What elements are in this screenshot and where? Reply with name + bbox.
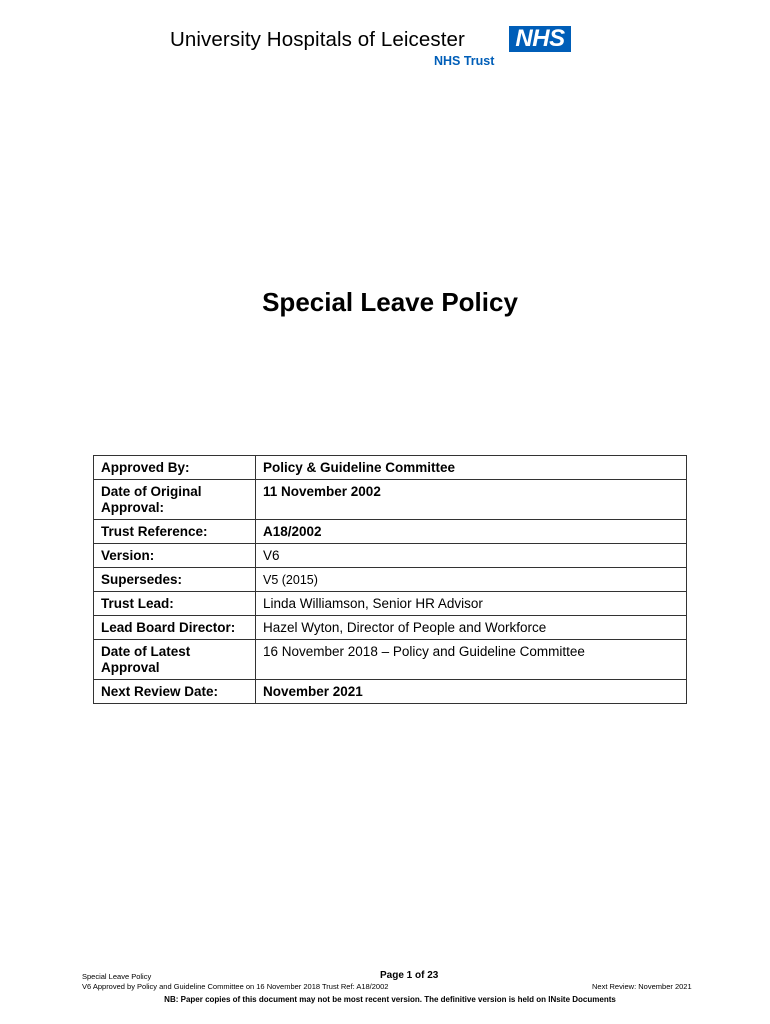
table-row xyxy=(94,680,687,704)
footer-page-number: Page 1 of 23 xyxy=(380,970,439,981)
table-row xyxy=(94,568,687,592)
row-value: Linda Williamson, Senior HR Advisor xyxy=(256,592,687,616)
row-value: V5 (2015) xyxy=(256,568,687,592)
footer-note: NB: Paper copies of this document may not be most recent version. The definitive version is held on INsite Documents xyxy=(164,995,616,1004)
row-label: Date of Latest Approval xyxy=(94,640,256,680)
row-value: Hazel Wyton, Director of People and Workforce xyxy=(256,616,687,640)
row-label: Supersedes: xyxy=(94,568,256,592)
row-value: A18/2002 xyxy=(256,520,687,544)
row-label: Trust Lead: xyxy=(94,592,256,616)
table-row xyxy=(94,616,687,640)
table-row xyxy=(94,520,687,544)
nhs-logo: NHS xyxy=(509,26,571,52)
row-label: Lead Board Director: xyxy=(94,616,256,640)
document-title: Special Leave Policy xyxy=(262,287,518,317)
row-value: November 2021 xyxy=(256,680,687,704)
row-label: Trust Reference: xyxy=(94,520,256,544)
table-row xyxy=(94,544,687,568)
row-label: Approved By: xyxy=(94,456,256,480)
row-value: Policy & Guideline Committee xyxy=(256,456,687,480)
table-row xyxy=(94,480,687,520)
row-value: V6 xyxy=(256,544,687,568)
footer-approval-line: V6 Approved by Policy and Guideline Committee on 16 November 2018 Trust Ref: A18/2002 xyxy=(82,982,389,991)
row-value: 11 November 2002 xyxy=(256,480,687,520)
footer-left xyxy=(82,972,388,992)
nhs-trust-label: NHS Trust xyxy=(434,54,495,68)
document-details-table xyxy=(93,455,687,704)
footer-doc-name: Special Leave Policy xyxy=(82,972,152,981)
row-label: Next Review Date: xyxy=(94,680,256,704)
footer-next-review: Next Review: November 2021 xyxy=(592,982,692,991)
row-label: Version: xyxy=(94,544,256,568)
row-label: Date of Original Approval: xyxy=(94,480,256,520)
organisation-name: University Hospitals of Leicester xyxy=(170,28,465,51)
table-row xyxy=(94,456,687,480)
table-row xyxy=(94,640,687,680)
row-value: 16 November 2018 – Policy and Guideline Committee xyxy=(256,640,687,680)
table-row xyxy=(94,592,687,616)
